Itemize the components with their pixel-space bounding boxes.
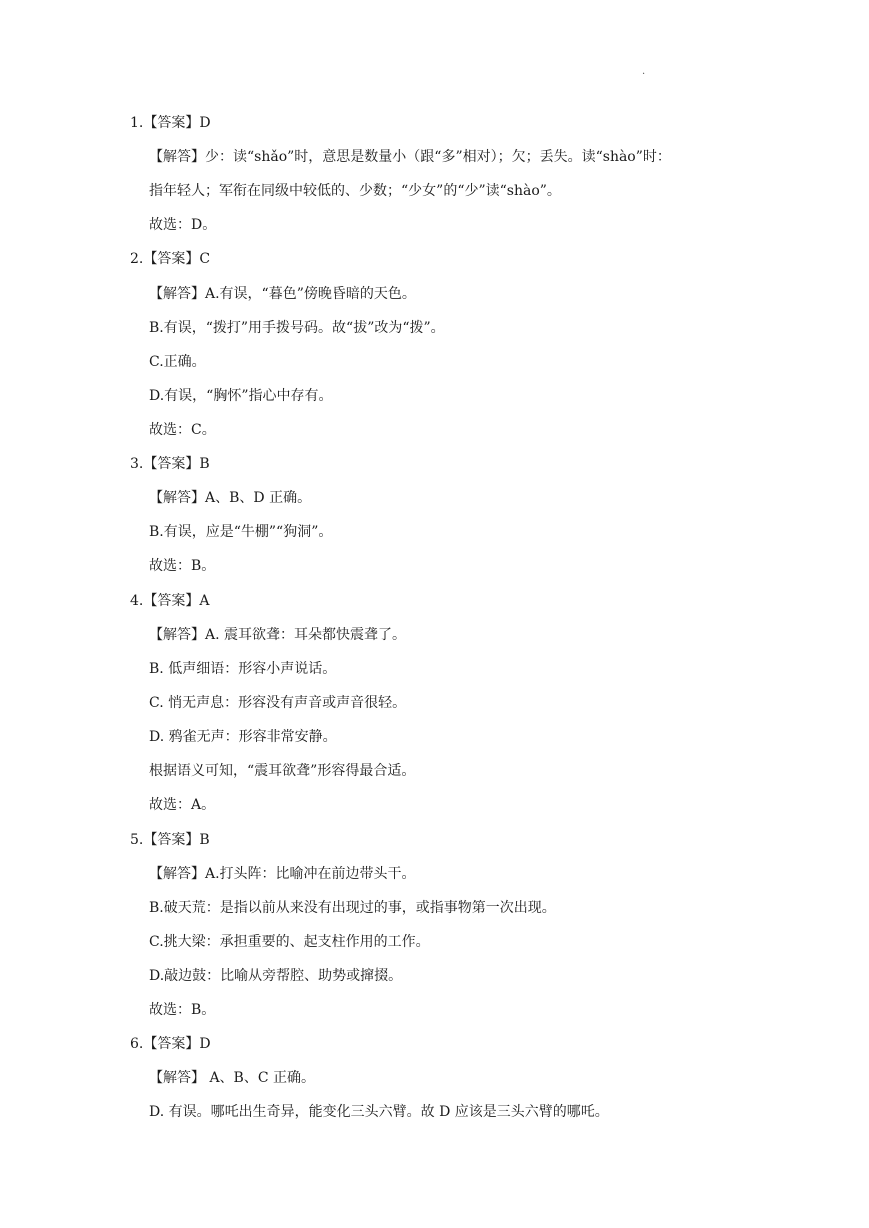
q3-explain-1: 【解答】A、B、D 正确。 <box>149 490 312 506</box>
q5-explain-b: B.破天荒：是指以前从来没有出现过的事，或指事物第一次出现。 <box>149 900 556 916</box>
q5-explain-a: 【解答】A.打头阵：比喻冲在前边带头干。 <box>149 866 416 882</box>
q4-choice: 故选：A。 <box>149 797 216 813</box>
q6-answer: 6.【答案】D <box>130 1036 211 1052</box>
q2-answer: 2.【答案】C <box>130 251 211 267</box>
q1-explain-2: 指年轻人；军衔在同级中较低的、少数；“少女”的“少”读“shào”。 <box>149 183 561 199</box>
q5-explain-c: C.挑大梁：承担重要的、起支柱作用的工作。 <box>149 934 430 950</box>
q5-explain-d: D.敲边鼓：比喻从旁帮腔、助势或撺掇。 <box>149 968 403 984</box>
q5-choice: 故选：B。 <box>149 1002 216 1018</box>
q6-explain-1: 【解答】 A、B、C 正确。 <box>149 1070 316 1086</box>
q4-conclusion: 根据语义可知，“震耳欲聋”形容得最合适。 <box>149 763 416 779</box>
q1-answer: 1.【答案】D <box>130 115 211 131</box>
q2-explain-b: B.有误，“拨打”用手拨号码。故“拔”改为“拨”。 <box>149 320 445 336</box>
q4-answer: 4.【答案】A <box>130 593 210 609</box>
q5-answer: 5.【答案】B <box>130 832 210 848</box>
q1-choice: 故选：D。 <box>149 217 217 233</box>
q4-explain-c: C. 悄无声息：形容没有声音或声音很轻。 <box>149 695 407 711</box>
header-dot: . <box>642 66 646 77</box>
q2-explain-c: C.正确。 <box>149 354 206 370</box>
q4-explain-b: B. 低声细语：形容小声说话。 <box>149 661 337 677</box>
q1-explain-1: 【解答】少：读“shǎo”时，意思是数量小（跟“多”相对）；欠；丢失。读“shào”时： <box>149 149 671 165</box>
q4-explain-d: D. 鸦雀无声：形容非常安静。 <box>149 729 337 745</box>
q3-choice: 故选：B。 <box>149 558 216 574</box>
q2-explain-a: 【解答】A.有误，“暮色”傍晚昏暗的天色。 <box>149 286 416 302</box>
q3-explain-2: B.有误，应是“牛棚”“狗洞”。 <box>149 524 333 540</box>
q2-explain-d: D.有误，“胸怀”指心中存有。 <box>149 388 333 404</box>
q3-answer: 3.【答案】B <box>130 456 210 472</box>
q2-choice: 故选：C。 <box>149 422 216 438</box>
q4-explain-a: 【解答】A. 震耳欲聋：耳朵都快震聋了。 <box>149 627 407 643</box>
q6-explain-2: D. 有误。哪吒出生奇异，能变化三头六臂。故 D 应该是三头六臂的哪吒。 <box>149 1104 609 1120</box>
